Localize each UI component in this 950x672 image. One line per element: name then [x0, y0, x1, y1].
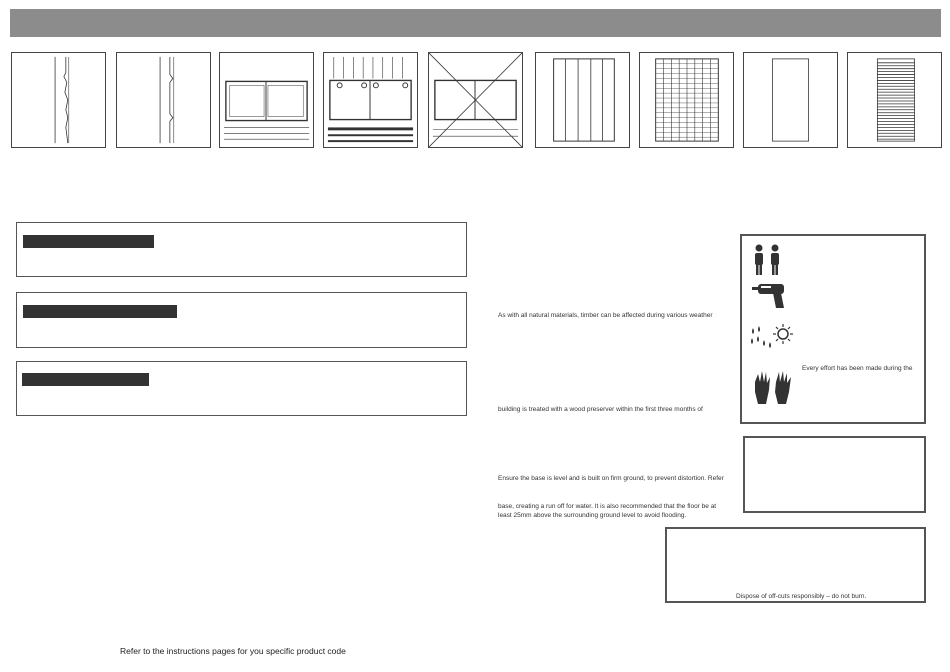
- base-text-2: base, creating a run off for water. It is also recommended that the floor be at: [498, 503, 717, 510]
- door-panel-drawing: [744, 53, 837, 147]
- weather-icon: [749, 322, 793, 352]
- thumbnail-panel-boards: [535, 52, 630, 148]
- icon-panel: [740, 234, 926, 424]
- base-text-1: Ensure the base is level and is built on firm ground, to prevent distortion. Refer: [498, 475, 724, 482]
- thumbnail-window-fixings: [323, 52, 418, 148]
- panel-boards-drawing: [536, 53, 629, 147]
- box-heading-bar: [23, 235, 154, 248]
- window-fixings-drawing: [324, 53, 417, 147]
- slatted-panel-drawing: [848, 53, 941, 147]
- header-bar: [10, 9, 941, 37]
- gloves-icon: [752, 368, 794, 408]
- thumbnail-door-panel: [743, 52, 838, 148]
- thumbnail-slatted-panel: [847, 52, 942, 148]
- base-text-3: least 25mm above the surrounding ground level to avoid flooding.: [498, 512, 687, 519]
- box-heading-bar: [22, 373, 149, 386]
- board-profile-drawing: [117, 53, 210, 147]
- footer-text: Refer to the instructions pages for you specific product code: [120, 646, 346, 656]
- thumbnail-shiplap-board: [116, 52, 211, 148]
- board-profile-drawing: [12, 53, 105, 147]
- thumbnail-tongue-groove-board: [11, 52, 106, 148]
- preserver-text: building is treated with a wood preserver within the first three months of: [498, 406, 703, 413]
- info-box-2: [16, 292, 467, 348]
- info-box-3: [16, 361, 467, 416]
- thumbnail-window-crossed: [428, 52, 523, 148]
- info-box-1: [16, 222, 467, 277]
- disposal-box: [665, 527, 926, 603]
- disposal-text: Dispose of off-cuts responsibly – do not burn.: [736, 593, 867, 600]
- weather-text: As with all natural materials, timber can be affected during various weather: [498, 312, 713, 319]
- roof-grid-drawing: [640, 53, 733, 147]
- box-heading-bar: [23, 305, 177, 318]
- drill-icon: [751, 280, 789, 310]
- window-drawing: [220, 53, 313, 147]
- window-crossed-drawing: [429, 53, 522, 147]
- thumbnail-window-frame: [219, 52, 314, 148]
- info-box-right: [743, 436, 926, 513]
- two-people-icon: [751, 244, 783, 276]
- thumbnail-roof-grid: [639, 52, 734, 148]
- icon-panel-note: Every effort has been made during the: [802, 365, 913, 372]
